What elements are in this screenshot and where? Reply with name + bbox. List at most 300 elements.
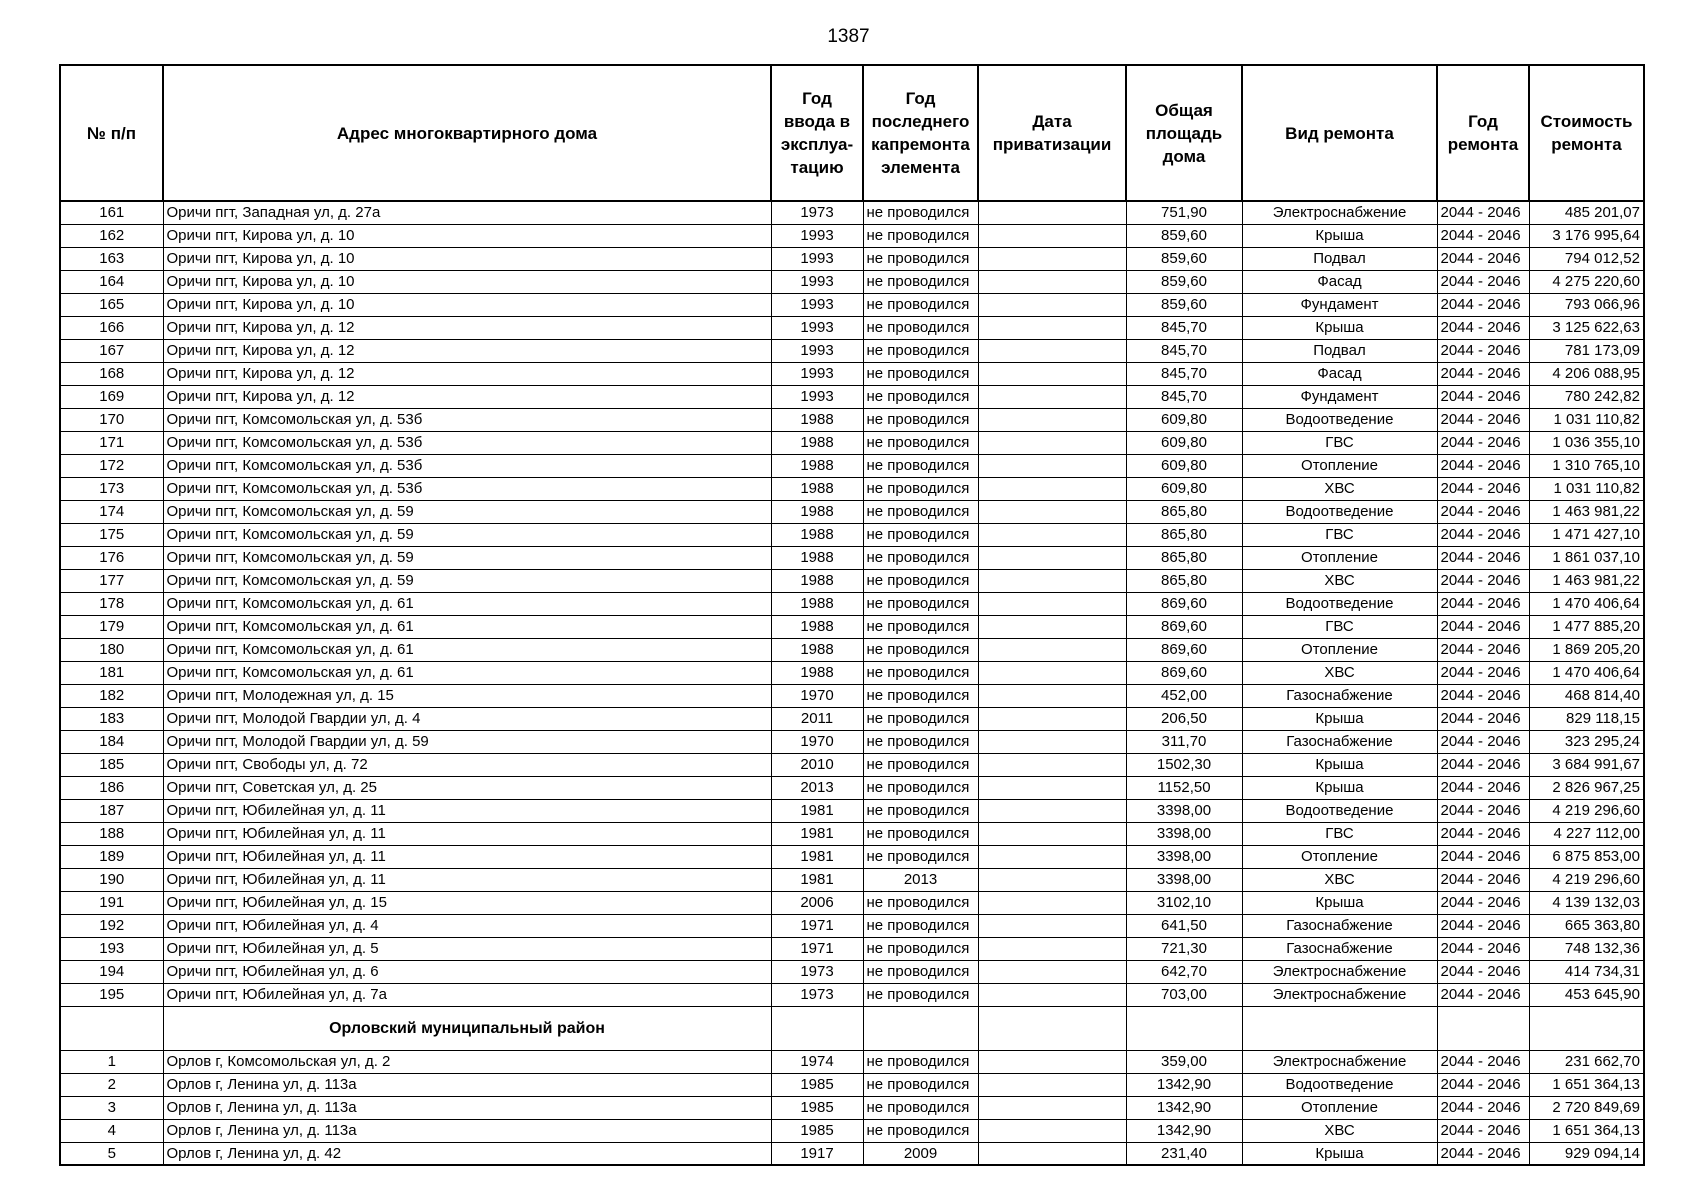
cell-cost: 793 066,96: [1529, 293, 1644, 316]
cell-area: 865,80: [1126, 569, 1242, 592]
cell-repair-type: Крыша: [1242, 753, 1437, 776]
cell-num: 161: [60, 201, 163, 224]
cell-last-repair: 2013: [863, 868, 978, 891]
cell-cost: 1 310 765,10: [1529, 454, 1644, 477]
cell-area: 641,50: [1126, 914, 1242, 937]
cell-repair-year: 2044 - 2046: [1437, 477, 1529, 500]
cell-repair-year: 2044 - 2046: [1437, 983, 1529, 1006]
cell-address: Оричи пгт, Юбилейная ул, д. 15: [163, 891, 771, 914]
repair-registry-table: [59, 64, 1645, 1166]
cell-num: 179: [60, 615, 163, 638]
cell-area: 609,80: [1126, 477, 1242, 500]
cell-privatization: [978, 1050, 1126, 1073]
cell-privatization: [978, 937, 1126, 960]
cell-area: 859,60: [1126, 247, 1242, 270]
table-row: [60, 477, 1644, 500]
cell-area: 869,60: [1126, 661, 1242, 684]
cell-privatization: [978, 845, 1126, 868]
cell-address: Оричи пгт, Молодежная ул, д. 15: [163, 684, 771, 707]
header-repair-type: Вид ремонта: [1242, 65, 1437, 201]
cell-year-commissioned: 1985: [771, 1119, 863, 1142]
cell-num: 186: [60, 776, 163, 799]
table-row: [60, 730, 1644, 753]
cell-repair-type: Водоотведение: [1242, 799, 1437, 822]
cell-year-commissioned: 1981: [771, 868, 863, 891]
cell-repair-year: 2044 - 2046: [1437, 845, 1529, 868]
cell-year-commissioned: 1985: [771, 1073, 863, 1096]
cell-repair-type: Отопление: [1242, 546, 1437, 569]
cell-address: Оричи пгт, Комсомольская ул, д. 59: [163, 500, 771, 523]
table-row: [60, 339, 1644, 362]
cell-last-repair: не проводился: [863, 1119, 978, 1142]
cell-num: 169: [60, 385, 163, 408]
cell-cost: 780 242,82: [1529, 385, 1644, 408]
cell-num: 190: [60, 868, 163, 891]
district-empty-cell: [1126, 1006, 1242, 1050]
cell-cost: 414 734,31: [1529, 960, 1644, 983]
cell-last-repair: не проводился: [863, 730, 978, 753]
cell-last-repair: не проводился: [863, 270, 978, 293]
cell-repair-year: 2044 - 2046: [1437, 224, 1529, 247]
cell-repair-type: Газоснабжение: [1242, 730, 1437, 753]
cell-num: 185: [60, 753, 163, 776]
cell-privatization: [978, 661, 1126, 684]
cell-num: 165: [60, 293, 163, 316]
cell-privatization: [978, 615, 1126, 638]
cell-repair-year: 2044 - 2046: [1437, 523, 1529, 546]
cell-repair-year: 2044 - 2046: [1437, 247, 1529, 270]
cell-num: 193: [60, 937, 163, 960]
cell-year-commissioned: 1971: [771, 937, 863, 960]
cell-cost: 6 875 853,00: [1529, 845, 1644, 868]
cell-privatization: [978, 1119, 1126, 1142]
cell-year-commissioned: 1988: [771, 523, 863, 546]
cell-year-commissioned: 1981: [771, 799, 863, 822]
cell-repair-type: Крыша: [1242, 707, 1437, 730]
cell-address: Орлов г, Ленина ул, д. 113а: [163, 1096, 771, 1119]
cell-repair-year: 2044 - 2046: [1437, 316, 1529, 339]
cell-repair-year: 2044 - 2046: [1437, 891, 1529, 914]
table-row: [60, 293, 1644, 316]
cell-repair-type: Крыша: [1242, 891, 1437, 914]
cell-repair-year: 2044 - 2046: [1437, 270, 1529, 293]
cell-num: 4: [60, 1119, 163, 1142]
cell-privatization: [978, 592, 1126, 615]
cell-repair-year: 2044 - 2046: [1437, 615, 1529, 638]
cell-repair-type: Газоснабжение: [1242, 684, 1437, 707]
cell-repair-year: 2044 - 2046: [1437, 868, 1529, 891]
cell-last-repair: не проводился: [863, 362, 978, 385]
cell-num: 172: [60, 454, 163, 477]
cell-year-commissioned: 1988: [771, 615, 863, 638]
cell-address: Оричи пгт, Кирова ул, д. 12: [163, 385, 771, 408]
cell-year-commissioned: 1988: [771, 408, 863, 431]
cell-repair-type: Фундамент: [1242, 293, 1437, 316]
table-row: [60, 316, 1644, 339]
cell-address: Оричи пгт, Комсомольская ул, д. 53б: [163, 408, 771, 431]
table-row: [60, 1073, 1644, 1096]
table-row: [60, 592, 1644, 615]
cell-last-repair: не проводился: [863, 845, 978, 868]
table-row: [60, 500, 1644, 523]
cell-area: 1342,90: [1126, 1119, 1242, 1142]
cell-repair-type: Подвал: [1242, 339, 1437, 362]
cell-address: Оричи пгт, Свободы ул, д. 72: [163, 753, 771, 776]
cell-year-commissioned: 1917: [771, 1142, 863, 1165]
cell-repair-type: Водоотведение: [1242, 500, 1437, 523]
cell-area: 845,70: [1126, 316, 1242, 339]
cell-cost: 781 173,09: [1529, 339, 1644, 362]
cell-last-repair: не проводился: [863, 477, 978, 500]
cell-privatization: [978, 316, 1126, 339]
cell-area: 311,70: [1126, 730, 1242, 753]
cell-cost: 4 275 220,60: [1529, 270, 1644, 293]
cell-num: 3: [60, 1096, 163, 1119]
cell-privatization: [978, 454, 1126, 477]
cell-address: Оричи пгт, Юбилейная ул, д. 11: [163, 799, 771, 822]
table-row: [60, 1142, 1644, 1165]
cell-last-repair: не проводился: [863, 707, 978, 730]
cell-privatization: [978, 523, 1126, 546]
cell-privatization: [978, 983, 1126, 1006]
cell-repair-year: 2044 - 2046: [1437, 1096, 1529, 1119]
cell-num: 162: [60, 224, 163, 247]
cell-cost: 1 463 981,22: [1529, 500, 1644, 523]
cell-area: 751,90: [1126, 201, 1242, 224]
table-row: [60, 224, 1644, 247]
table-row: [60, 891, 1644, 914]
cell-address: Оричи пгт, Юбилейная ул, д. 4: [163, 914, 771, 937]
table-row: [60, 937, 1644, 960]
cell-num: 1: [60, 1050, 163, 1073]
cell-privatization: [978, 546, 1126, 569]
cell-area: 231,40: [1126, 1142, 1242, 1165]
cell-cost: 1 651 364,13: [1529, 1073, 1644, 1096]
cell-privatization: [978, 201, 1126, 224]
cell-address: Оричи пгт, Юбилейная ул, д. 11: [163, 845, 771, 868]
cell-area: 3398,00: [1126, 799, 1242, 822]
cell-cost: 453 645,90: [1529, 983, 1644, 1006]
cell-repair-type: Электроснабжение: [1242, 983, 1437, 1006]
cell-num: 170: [60, 408, 163, 431]
cell-year-commissioned: 1988: [771, 638, 863, 661]
table-row: [60, 914, 1644, 937]
cell-area: 1152,50: [1126, 776, 1242, 799]
cell-address: Оричи пгт, Комсомольская ул, д. 59: [163, 546, 771, 569]
cell-cost: 929 094,14: [1529, 1142, 1644, 1165]
district-empty-cell: [863, 1006, 978, 1050]
cell-cost: 1 463 981,22: [1529, 569, 1644, 592]
cell-privatization: [978, 270, 1126, 293]
table-row: [60, 615, 1644, 638]
header-row: [60, 65, 1644, 201]
table-row: [60, 776, 1644, 799]
cell-repair-year: 2044 - 2046: [1437, 1050, 1529, 1073]
cell-num: 2: [60, 1073, 163, 1096]
cell-repair-type: ГВС: [1242, 615, 1437, 638]
table-row: [60, 799, 1644, 822]
cell-last-repair: не проводился: [863, 592, 978, 615]
cell-repair-year: 2044 - 2046: [1437, 937, 1529, 960]
district-empty-cell: [1529, 1006, 1644, 1050]
header-year-commissioned: Год ввода в эксплуа-тацию: [771, 65, 863, 201]
cell-repair-year: 2044 - 2046: [1437, 592, 1529, 615]
table-row: [60, 454, 1644, 477]
cell-area: 845,70: [1126, 385, 1242, 408]
cell-year-commissioned: 1988: [771, 454, 863, 477]
header-cost: Стоимость ремонта: [1529, 65, 1644, 201]
cell-address: Орлов г, Ленина ул, д. 42: [163, 1142, 771, 1165]
cell-cost: 1 470 406,64: [1529, 661, 1644, 684]
cell-address: Оричи пгт, Кирова ул, д. 10: [163, 270, 771, 293]
cell-cost: 4 219 296,60: [1529, 799, 1644, 822]
cell-num: 182: [60, 684, 163, 707]
cell-cost: 1 471 427,10: [1529, 523, 1644, 546]
cell-area: 3102,10: [1126, 891, 1242, 914]
cell-area: 865,80: [1126, 500, 1242, 523]
cell-cost: 1 036 355,10: [1529, 431, 1644, 454]
cell-num: 173: [60, 477, 163, 500]
cell-num: 168: [60, 362, 163, 385]
cell-repair-type: Крыша: [1242, 224, 1437, 247]
table-row: [60, 408, 1644, 431]
cell-repair-type: ХВС: [1242, 661, 1437, 684]
cell-repair-year: 2044 - 2046: [1437, 546, 1529, 569]
cell-repair-type: Фасад: [1242, 362, 1437, 385]
cell-num: 195: [60, 983, 163, 1006]
cell-year-commissioned: 1993: [771, 247, 863, 270]
cell-repair-type: Водоотведение: [1242, 408, 1437, 431]
cell-address: Оричи пгт, Комсомольская ул, д. 53б: [163, 454, 771, 477]
cell-year-commissioned: 1974: [771, 1050, 863, 1073]
cell-address: Оричи пгт, Комсомольская ул, д. 59: [163, 523, 771, 546]
cell-repair-year: 2044 - 2046: [1437, 914, 1529, 937]
cell-address: Оричи пгт, Юбилейная ул, д. 5: [163, 937, 771, 960]
cell-privatization: [978, 500, 1126, 523]
cell-privatization: [978, 293, 1126, 316]
cell-year-commissioned: 1993: [771, 224, 863, 247]
cell-repair-type: Электроснабжение: [1242, 1050, 1437, 1073]
header-repair-year: Год ремонта: [1437, 65, 1529, 201]
cell-repair-type: Отопление: [1242, 845, 1437, 868]
header-num: № п/п: [60, 65, 163, 201]
cell-address: Оричи пгт, Юбилейная ул, д. 11: [163, 868, 771, 891]
cell-repair-type: Отопление: [1242, 454, 1437, 477]
cell-num: 175: [60, 523, 163, 546]
cell-privatization: [978, 776, 1126, 799]
cell-year-commissioned: 2013: [771, 776, 863, 799]
cell-repair-type: Фундамент: [1242, 385, 1437, 408]
cell-address: Орлов г, Комсомольская ул, д. 2: [163, 1050, 771, 1073]
cell-num: 166: [60, 316, 163, 339]
cell-year-commissioned: 1993: [771, 362, 863, 385]
cell-cost: 2 720 849,69: [1529, 1096, 1644, 1119]
cell-year-commissioned: 1993: [771, 270, 863, 293]
cell-privatization: [978, 914, 1126, 937]
cell-repair-year: 2044 - 2046: [1437, 776, 1529, 799]
cell-cost: 4 219 296,60: [1529, 868, 1644, 891]
cell-last-repair: не проводился: [863, 247, 978, 270]
cell-year-commissioned: 1970: [771, 684, 863, 707]
cell-year-commissioned: 1988: [771, 431, 863, 454]
cell-area: 845,70: [1126, 362, 1242, 385]
cell-last-repair: не проводился: [863, 201, 978, 224]
cell-num: 174: [60, 500, 163, 523]
cell-year-commissioned: 2011: [771, 707, 863, 730]
cell-last-repair: не проводился: [863, 960, 978, 983]
cell-last-repair: не проводился: [863, 523, 978, 546]
cell-area: 859,60: [1126, 293, 1242, 316]
cell-last-repair: не проводился: [863, 224, 978, 247]
table-row: [60, 707, 1644, 730]
cell-num: 188: [60, 822, 163, 845]
table-row: [60, 1119, 1644, 1142]
cell-area: 1502,30: [1126, 753, 1242, 776]
cell-last-repair: не проводился: [863, 822, 978, 845]
cell-cost: 3 125 622,63: [1529, 316, 1644, 339]
cell-cost: 468 814,40: [1529, 684, 1644, 707]
table-header: [60, 65, 1644, 201]
cell-privatization: [978, 868, 1126, 891]
cell-address: Орлов г, Ленина ул, д. 113а: [163, 1119, 771, 1142]
cell-repair-year: 2044 - 2046: [1437, 385, 1529, 408]
cell-privatization: [978, 684, 1126, 707]
cell-num: 184: [60, 730, 163, 753]
table-row: [60, 546, 1644, 569]
cell-area: 859,60: [1126, 270, 1242, 293]
cell-last-repair: не проводился: [863, 1050, 978, 1073]
cell-area: 206,50: [1126, 707, 1242, 730]
table-row: [60, 523, 1644, 546]
cell-area: 3398,00: [1126, 845, 1242, 868]
cell-repair-type: ХВС: [1242, 868, 1437, 891]
cell-area: 865,80: [1126, 523, 1242, 546]
table-row: [60, 661, 1644, 684]
cell-year-commissioned: 1973: [771, 201, 863, 224]
cell-address: Оричи пгт, Западная ул, д. 27а: [163, 201, 771, 224]
cell-num: 181: [60, 661, 163, 684]
cell-repair-type: Крыша: [1242, 1142, 1437, 1165]
cell-cost: 4 206 088,95: [1529, 362, 1644, 385]
table-row: [60, 822, 1644, 845]
cell-privatization: [978, 707, 1126, 730]
cell-last-repair: не проводился: [863, 454, 978, 477]
cell-repair-type: Электроснабжение: [1242, 960, 1437, 983]
cell-address: Оричи пгт, Кирова ул, д. 12: [163, 316, 771, 339]
cell-cost: 829 118,15: [1529, 707, 1644, 730]
cell-area: 3398,00: [1126, 868, 1242, 891]
cell-area: 859,60: [1126, 224, 1242, 247]
cell-repair-type: ХВС: [1242, 1119, 1437, 1142]
cell-num: 171: [60, 431, 163, 454]
cell-cost: 3 684 991,67: [1529, 753, 1644, 776]
table-row: [60, 684, 1644, 707]
cell-repair-type: Отопление: [1242, 638, 1437, 661]
cell-privatization: [978, 385, 1126, 408]
cell-cost: 4 139 132,03: [1529, 891, 1644, 914]
cell-privatization: [978, 730, 1126, 753]
cell-repair-type: Водоотведение: [1242, 592, 1437, 615]
cell-year-commissioned: 1988: [771, 592, 863, 615]
table-row: [60, 638, 1644, 661]
cell-address: Оричи пгт, Юбилейная ул, д. 6: [163, 960, 771, 983]
cell-address: Орлов г, Ленина ул, д. 113а: [163, 1073, 771, 1096]
cell-repair-type: Крыша: [1242, 316, 1437, 339]
cell-repair-year: 2044 - 2046: [1437, 799, 1529, 822]
table-row: [60, 753, 1644, 776]
cell-last-repair: не проводился: [863, 638, 978, 661]
table-row: [60, 983, 1644, 1006]
cell-cost: 1 869 205,20: [1529, 638, 1644, 661]
cell-cost: 748 132,36: [1529, 937, 1644, 960]
table-row: [60, 1096, 1644, 1119]
district-empty-cell: [978, 1006, 1126, 1050]
district-row: [60, 1006, 1644, 1050]
cell-cost: 1 477 885,20: [1529, 615, 1644, 638]
cell-area: 642,70: [1126, 960, 1242, 983]
cell-repair-year: 2044 - 2046: [1437, 730, 1529, 753]
cell-address: Оричи пгт, Комсомольская ул, д. 61: [163, 638, 771, 661]
cell-repair-type: Отопление: [1242, 1096, 1437, 1119]
cell-repair-type: Подвал: [1242, 247, 1437, 270]
cell-area: 609,80: [1126, 454, 1242, 477]
cell-year-commissioned: 1988: [771, 661, 863, 684]
cell-last-repair: не проводился: [863, 293, 978, 316]
cell-privatization: [978, 477, 1126, 500]
cell-last-repair: не проводился: [863, 776, 978, 799]
cell-last-repair: не проводился: [863, 500, 978, 523]
cell-repair-year: 2044 - 2046: [1437, 1142, 1529, 1165]
cell-year-commissioned: 1993: [771, 339, 863, 362]
cell-cost: 1 861 037,10: [1529, 546, 1644, 569]
table-row: [60, 270, 1644, 293]
cell-address: Оричи пгт, Молодой Гвардии ул, д. 4: [163, 707, 771, 730]
table-row: [60, 868, 1644, 891]
cell-year-commissioned: 1971: [771, 914, 863, 937]
district-empty-cell: [771, 1006, 863, 1050]
cell-repair-year: 2044 - 2046: [1437, 822, 1529, 845]
cell-area: 359,00: [1126, 1050, 1242, 1073]
cell-num: 191: [60, 891, 163, 914]
cell-year-commissioned: 1973: [771, 983, 863, 1006]
cell-num: 189: [60, 845, 163, 868]
cell-repair-year: 2044 - 2046: [1437, 1073, 1529, 1096]
cell-year-commissioned: 1981: [771, 845, 863, 868]
cell-area: 452,00: [1126, 684, 1242, 707]
cell-cost: 231 662,70: [1529, 1050, 1644, 1073]
cell-repair-type: ХВС: [1242, 477, 1437, 500]
cell-privatization: [978, 247, 1126, 270]
cell-last-repair: не проводился: [863, 937, 978, 960]
cell-privatization: [978, 362, 1126, 385]
cell-repair-type: Водоотведение: [1242, 1073, 1437, 1096]
cell-repair-year: 2044 - 2046: [1437, 638, 1529, 661]
cell-last-repair: не проводился: [863, 615, 978, 638]
cell-last-repair: 2009: [863, 1142, 978, 1165]
cell-last-repair: не проводился: [863, 684, 978, 707]
cell-repair-year: 2044 - 2046: [1437, 753, 1529, 776]
cell-num: 177: [60, 569, 163, 592]
cell-repair-year: 2044 - 2046: [1437, 201, 1529, 224]
cell-year-commissioned: 1988: [771, 477, 863, 500]
cell-area: 1342,90: [1126, 1073, 1242, 1096]
table-body-part1: [60, 201, 1644, 1006]
cell-privatization: [978, 799, 1126, 822]
cell-area: 609,80: [1126, 408, 1242, 431]
cell-num: 176: [60, 546, 163, 569]
header-area: Общая площадь дома: [1126, 65, 1242, 201]
cell-year-commissioned: 1970: [771, 730, 863, 753]
